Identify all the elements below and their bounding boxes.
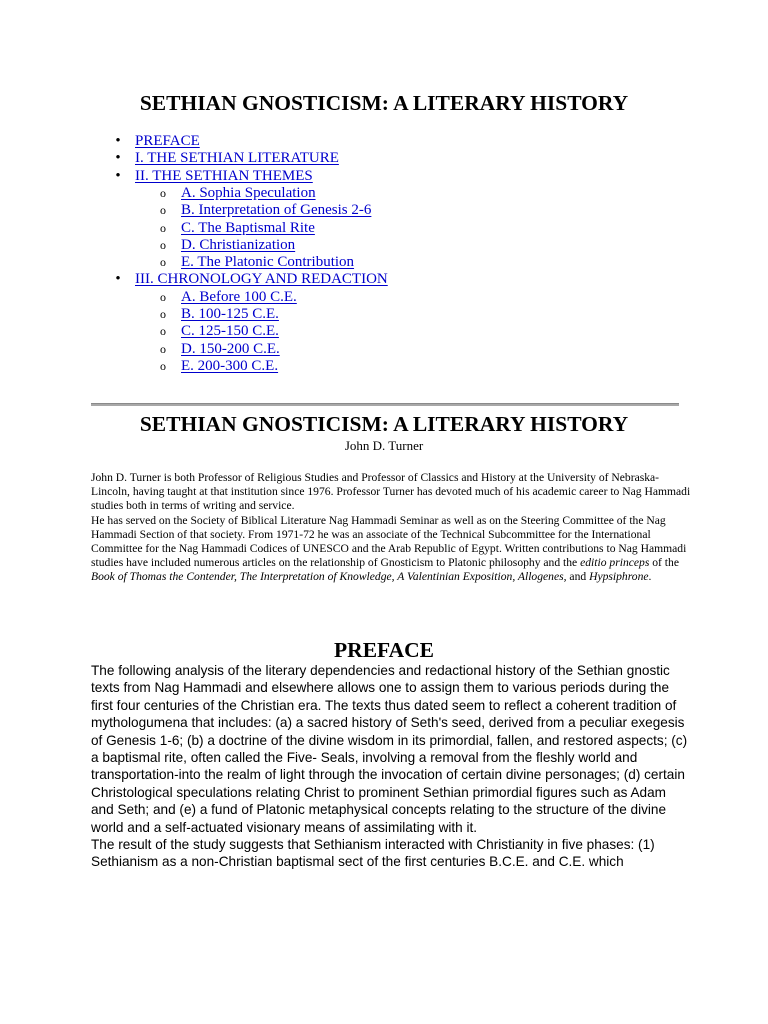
toc-bullet: o [160, 324, 166, 339]
toc-link[interactable]: E. The Platonic Contribution [181, 254, 355, 271]
toc-bullet: o [160, 358, 166, 373]
toc-bullet: o [160, 341, 166, 356]
toc-item [0, 306, 768, 323]
toc-link[interactable]: PREFACE [135, 133, 200, 149]
toc-item [0, 237, 768, 254]
bio-text: and [566, 570, 590, 584]
bio-text: . [648, 570, 652, 584]
toc-link[interactable]: E. 200-300 C.E. [181, 357, 279, 374]
toc-item [0, 202, 768, 219]
toc-item [0, 220, 768, 237]
article-title: SETHIAN GNOSTICISM: A LITERARY HISTORY [139, 412, 629, 436]
toc-item [0, 133, 768, 150]
toc-item [0, 185, 768, 202]
toc-item [0, 358, 768, 375]
toc-bullet: • [115, 133, 121, 149]
toc-link[interactable]: D. Christianization [181, 236, 296, 253]
toc-link[interactable]: I. THE SETHIAN LITERATURE [135, 150, 339, 167]
toc-item [0, 168, 768, 185]
toc-item [0, 341, 768, 358]
bio-paragraph-2 [91, 514, 691, 585]
toc-bullet: • [115, 271, 121, 288]
toc-link[interactable]: B. Interpretation of Genesis 2-6 [181, 202, 372, 219]
toc-item [0, 289, 768, 306]
toc-bullet: o [160, 237, 166, 252]
toc-bullet: o [160, 255, 166, 270]
bio-text: of the [649, 556, 679, 570]
toc-link[interactable]: A. Sophia Speculation [181, 184, 316, 201]
bio-italic-editio: editio princeps [580, 556, 650, 570]
bio-italic-books: Book of Thomas the Contender, The Interpretation of Knowledge, A Valentinian Exposition, Allogenes, [91, 570, 567, 584]
toc-bullet: • [115, 150, 121, 167]
toc-bullet: o [160, 289, 166, 304]
preface-heading: PREFACE [334, 637, 434, 662]
toc-link[interactable]: III. CHRONOLOGY AND REDACTION [135, 271, 388, 288]
toc-bullet: o [160, 220, 166, 235]
toc-bullet: o [160, 203, 166, 218]
toc-bullet: o [160, 307, 166, 321]
toc-link[interactable]: D. 150-200 C.E. [181, 340, 280, 357]
author-name: John D. Turner [344, 438, 424, 453]
toc-link[interactable]: II. THE SETHIAN THEMES [135, 167, 313, 184]
page-title: SETHIAN GNOSTICISM: A LITERARY HISTORY [139, 91, 629, 115]
toc-item [0, 150, 768, 167]
toc-bullet: o [160, 185, 166, 200]
toc-item [0, 323, 768, 340]
bio-italic-hypsiphrone: Hypsiphrone [589, 570, 649, 584]
toc-link[interactable]: B. 100-125 C.E. [181, 306, 279, 322]
bio-text: He has served on the Society of Biblical Literature Nag Hammadi Seminar as well as on the Steering Committee of the Nag Hammadi Section of that society. From 1971-72 he was an associate of the Technical Subcommittee for the International Committee for the Nag Hammadi Codices of UNESCO and the Arab Republic of Egypt. Written contributions to Nag Hammadi studies have included numerous articles on the relationship of Gnosticism to Platonic philosophy and the [91, 513, 687, 570]
author-bio [91, 471, 691, 585]
bio-paragraph-1: John D. Turner is both Professor of Religious Studies and Professor of Classics and History at the University of Nebraska-Lincoln, having taught at that institution since 1976. Professor Turner has devoted much of his academic career to Nag Hammadi studies both in terms of writing and service. [91, 471, 691, 513]
preface-paragraph-1: The following analysis of the literary dependencies and redactional history of the Sethian gnostic texts from Nag Hammadi and elsewhere allows one to assign them to various periods during the first four centuries of the Christian era. The texts thus dated seem to reflect a coherent tradition of mythologumena that includes: (a) a sacred history of Seth's seed, derived from a peculiar exegesis of Genesis 1-6; (b) a doctrine of the divine wisdom in its primordial, fallen, and restored aspects; (c) a baptismal rite, often called the Five- Seals, involving a removal from the fleshly world and transportation-into the realm of light through the invocation of certain divine personages; (d) certain Christological speculations relating Christ to prominent Sethian primordial figures such as Adam and Seth; and (e) a fund of Platonic metaphysical concepts relating to the structure of the divine world and a self-actuated visionary means of assimilating with it. [91, 663, 688, 835]
toc-link[interactable]: A. Before 100 C.E. [181, 288, 297, 305]
horizontal-rule [91, 403, 679, 406]
toc-link[interactable]: C. 125-150 C.E. [181, 323, 279, 340]
toc-bullet: • [115, 167, 121, 184]
preface-paragraph-2: The result of the study suggests that Sethianism interacted with Christianity in five phases: (1) Sethianism as a non-Christian baptismal sect of the first centuries B.C.E. and C.E. which [91, 837, 655, 870]
toc-item [0, 254, 768, 271]
preface-body [91, 662, 691, 871]
toc-link[interactable]: C. The Baptismal Rite [181, 219, 315, 236]
toc-item [0, 271, 768, 288]
